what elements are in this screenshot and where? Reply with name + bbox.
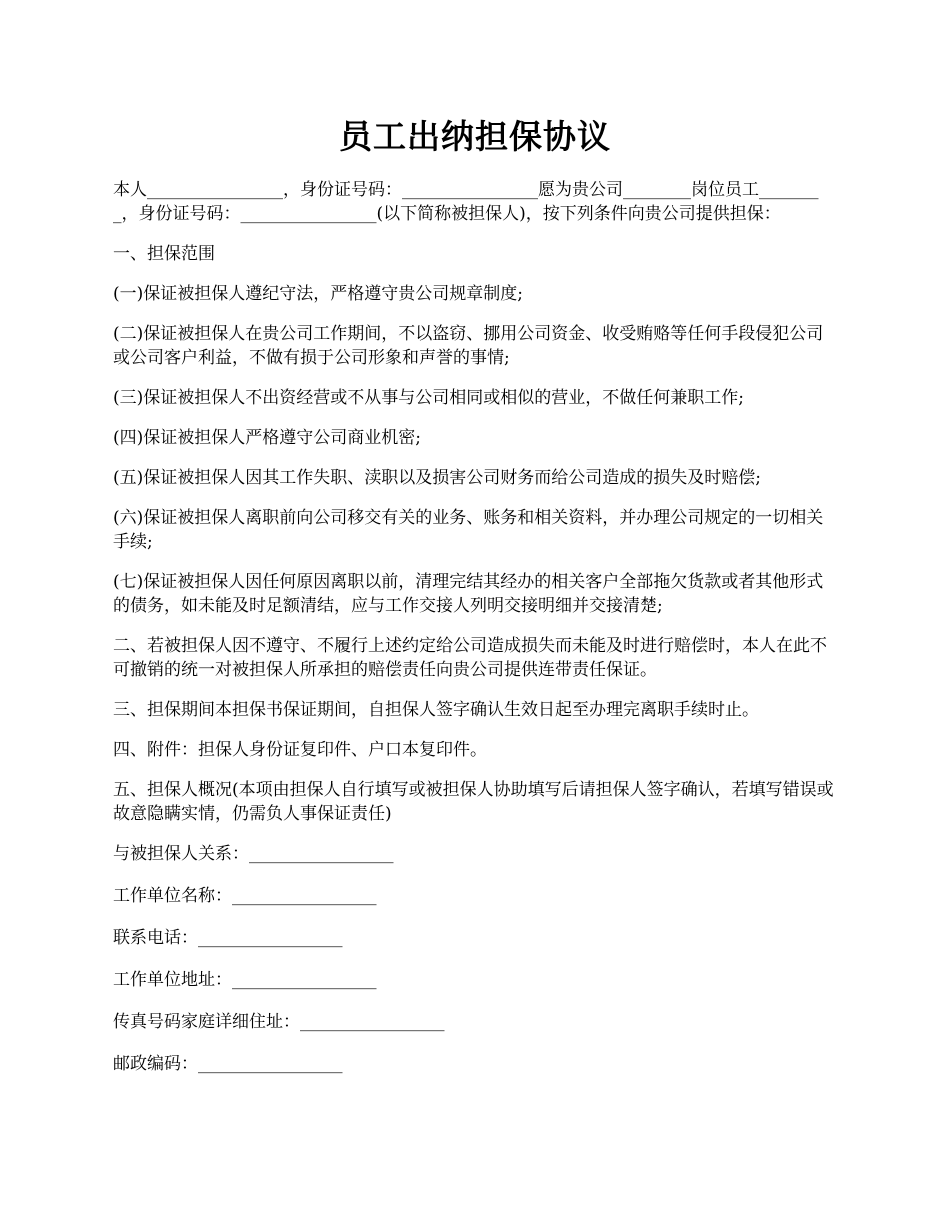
section-1-heading: 一、担保范围 bbox=[113, 244, 215, 264]
section-2-paragraph: 二、若被担保人因不遵守、不履行上述约定给公司造成损失而未能及时进行赔偿时，本人在此不可撤销的统一对被担保人所承担的赔偿责任向贵公司提供连带责任保证。 bbox=[113, 636, 827, 680]
field-employer-name: 工作单位名称：_________________ bbox=[113, 886, 377, 906]
clause-6: (六)保证被担保人离职前向公司移交有关的业务、账务和相关资料，并办理公司规定的一切相关手续; bbox=[113, 508, 824, 552]
clause-7: (七)保证被担保人因任何原因离职以前，清理完结其经办的相关客户全部拖欠货款或者其他形式的债务，如未能及时足额清结，应与工作交接人列明交接明细并交接清楚; bbox=[113, 572, 824, 616]
field-employer-address: 工作单位地址：_________________ bbox=[113, 970, 377, 990]
section-3-paragraph: 三、担保期间本担保书保证期间，自担保人签字确认生效日起至办理完离职手续时止。 bbox=[113, 700, 759, 720]
field-phone: 联系电话：_________________ bbox=[113, 928, 343, 948]
intro-paragraph: 本人________________，身份证号码：________________愿为贵公司________岗位员工________，身份证号码：________________(以下简称被担保人)，按下列条件向贵公司提供担保： bbox=[113, 180, 819, 224]
clause-2: (二)保证被担保人在贵公司工作期间，不以盗窃、挪用公司资金、收受贿赂等任何手段侵犯公司或公司客户利益，不做有损于公司形象和声誉的事情; bbox=[113, 324, 824, 368]
clause-1: (一)保证被担保人遵纪守法，严格遵守贵公司规章制度; bbox=[113, 284, 523, 304]
document-body bbox=[113, 178, 840, 1094]
section-4-paragraph: 四、附件：担保人身份证复印件、户口本复印件。 bbox=[113, 740, 487, 760]
field-relationship: 与被担保人关系：_________________ bbox=[113, 844, 394, 864]
clause-4: (四)保证被担保人严格遵守公司商业机密; bbox=[113, 428, 421, 448]
section-5-paragraph: 五、担保人概况(本项由担保人自行填写或被担保人协助填写后请担保人签字确认，若填写错误或故意隐瞒实情，仍需负人事保证责任) bbox=[113, 780, 834, 824]
field-fax-home-address: 传真号码家庭详细住址：_________________ bbox=[113, 1012, 445, 1032]
document-title: 员工出纳担保协议 bbox=[339, 117, 611, 156]
field-postal-code: 邮政编码：_________________ bbox=[113, 1054, 343, 1074]
clause-3: (三)保证被担保人不出资经营或不从事与公司相同或相似的营业，不做任何兼职工作; bbox=[113, 388, 744, 408]
clause-5: (五)保证被担保人因其工作失职、渎职以及损害公司财务而给公司造成的损失及时赔偿; bbox=[113, 468, 761, 488]
